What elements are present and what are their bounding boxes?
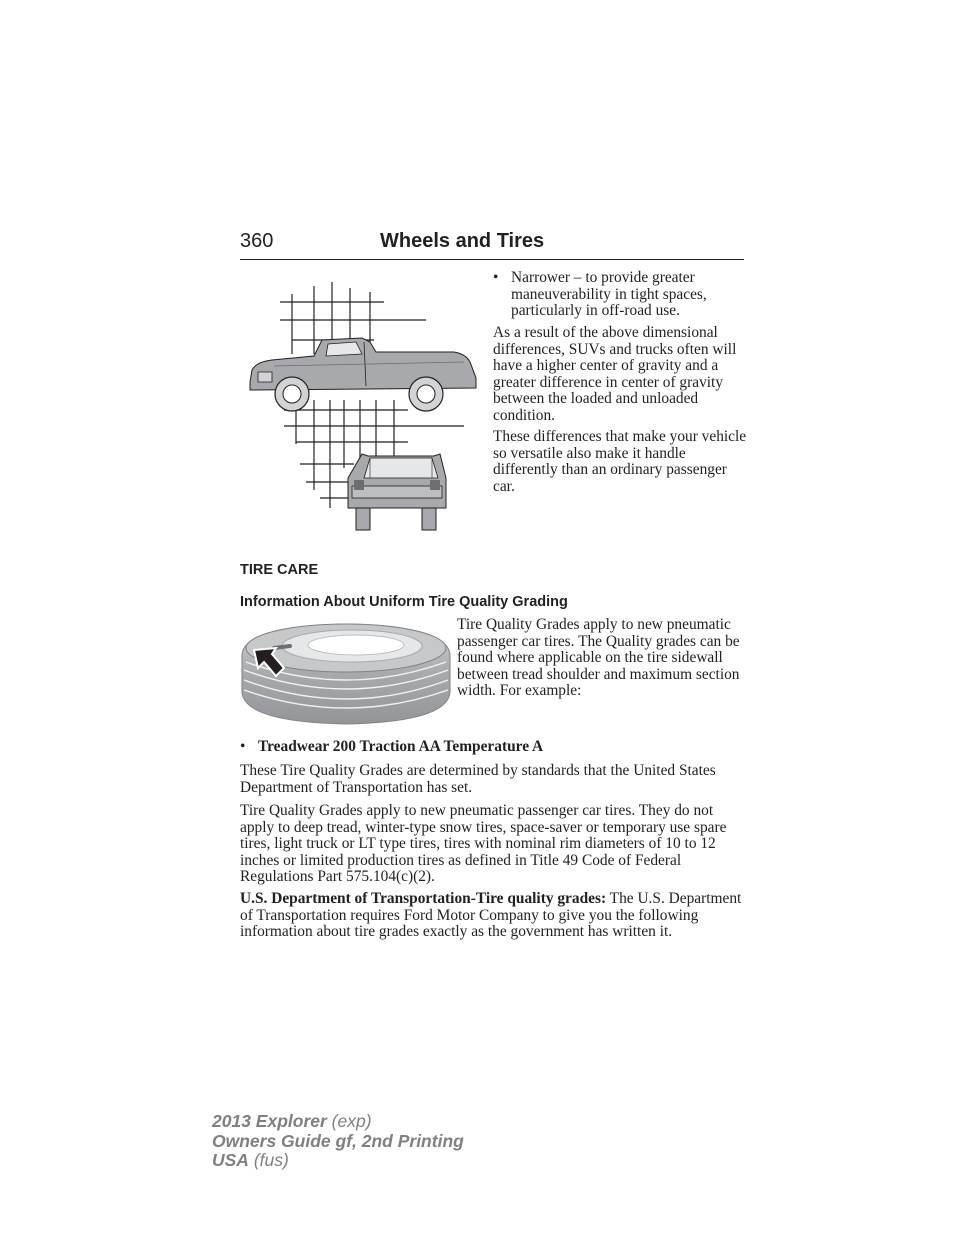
bullet-dot: • xyxy=(240,738,246,755)
paragraph-vehicle-handling: These differences that make your vehicle so versatile also make it handle differently than an ordinary passenger car. xyxy=(493,428,747,495)
paragraph-center-of-gravity: As a result of the above dimensional differences, SUVs and trucks often will have a higher center of gravity and a greater difference in center of gravity between the loaded and unloaded condition. xyxy=(493,324,737,424)
section-heading: TIRE CARE xyxy=(240,562,319,578)
paragraph-dot-tire-grades xyxy=(240,891,746,941)
bullet-text: Narrower – to provide greater maneuverability in tight spaces, particularly in off-road use. xyxy=(511,269,707,319)
truck-rear-view xyxy=(348,454,446,530)
truck-dimensions-illustration xyxy=(244,282,484,534)
tire-illustration xyxy=(240,618,452,726)
page-footer xyxy=(212,1112,464,1171)
footer-market: USA xyxy=(212,1150,249,1170)
page-title: Wheels and Tires xyxy=(380,230,545,252)
footer-market-code: (fus) xyxy=(248,1150,289,1170)
footer-model: 2013 Explorer xyxy=(212,1111,327,1131)
dot-tire-grades-text: The U.S. Department of Transportation requires Ford Motor Company to give you the following information about tire grades exactly as the government has written it. xyxy=(240,890,742,940)
footer-model-code: (exp) xyxy=(326,1111,372,1131)
truck-side-view xyxy=(250,338,476,411)
paragraph-tire-exclusions: Tire Quality Grades apply to new pneumatic passenger car tires. They do not apply to deep tread, winter-type snow tires, space-saver or temporary use spare tires, light truck or LT type tires, tires with nominal rim diameters of 10 to 12 inches or limited production tires as defined in Title 49 Code of Federal Regulations Part 575.104(c)(2). xyxy=(240,802,727,885)
tire-grades-intro: Tire Quality Grades apply to new pneumatic passenger car tires. The Quality grades can be found where applicable on the tire sidewall between tread shoulder and maximum section width. For example: xyxy=(457,616,740,699)
bullet-dot: • xyxy=(493,269,499,286)
example-bullet-text: Treadwear 200 Traction AA Temperature A xyxy=(258,738,544,755)
footer-guide: Owners Guide gf, 2nd Printing xyxy=(212,1130,464,1151)
page-header xyxy=(240,229,744,260)
dot-tire-grades-label: U.S. Department of Transportation-Tire quality grades: xyxy=(240,890,607,907)
subsection-heading: Information About Uniform Tire Quality Grading xyxy=(240,594,568,610)
page-number: 360 xyxy=(240,230,274,252)
paragraph-dot-standards: These Tire Quality Grades are determined by standards that the United States Department of Transportation has set. xyxy=(240,762,716,796)
